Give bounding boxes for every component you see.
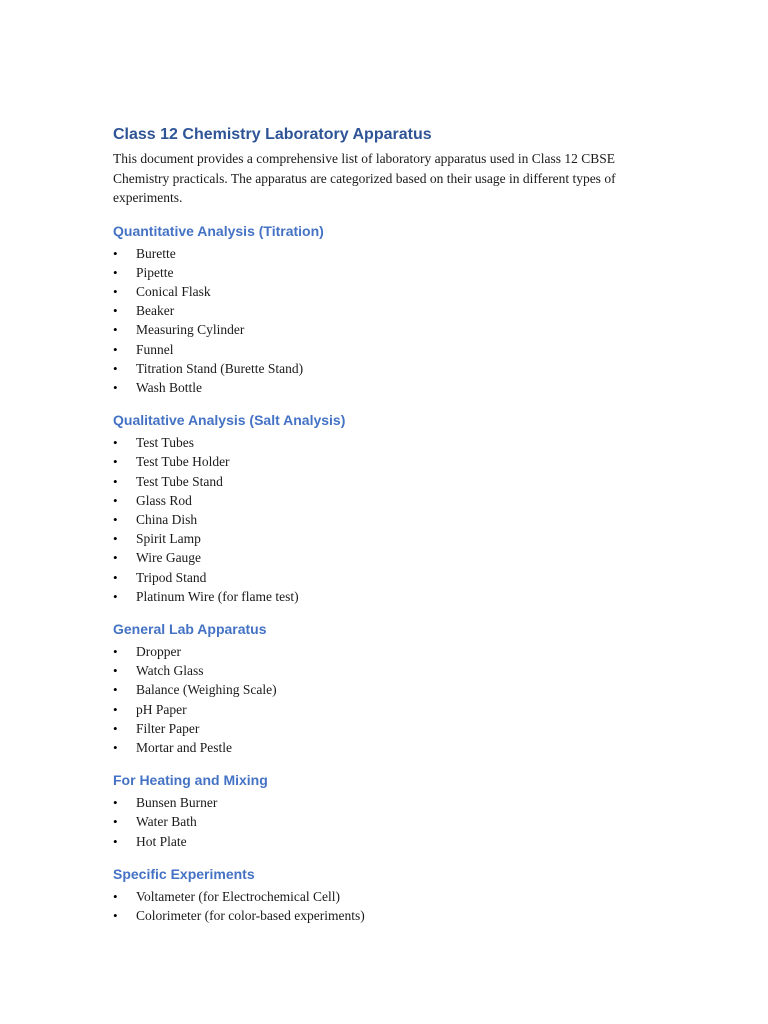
section-heading: For Heating and Mixing	[113, 772, 268, 789]
bullet-icon: •	[113, 435, 118, 451]
list-item-text: Burette	[136, 245, 176, 261]
bullet-list	[113, 244, 673, 398]
section	[113, 770, 673, 851]
list-item	[113, 812, 673, 831]
list-item	[113, 700, 673, 719]
bullet-icon: •	[113, 264, 118, 280]
list-item	[113, 491, 673, 510]
list-item	[113, 587, 673, 606]
bullet-icon: •	[113, 888, 118, 904]
bullet-icon: •	[113, 360, 118, 376]
list-item	[113, 510, 673, 529]
section-heading: Qualitative Analysis (Salt Analysis)	[113, 412, 346, 429]
list-item-text: Beaker	[136, 303, 175, 319]
document-page	[113, 124, 673, 925]
list-item-text: Wash Bottle	[136, 379, 203, 395]
list-item-text: Conical Flask	[136, 283, 211, 299]
bullet-icon: •	[113, 492, 118, 508]
list-item-text: Funnel	[136, 341, 174, 357]
section	[113, 619, 673, 757]
list-item	[113, 548, 673, 567]
list-item-text: China Dish	[136, 511, 198, 527]
list-item-text: Hot Plate	[136, 833, 187, 849]
bullet-icon: •	[113, 814, 118, 830]
list-item	[113, 887, 673, 906]
bullet-list	[113, 887, 673, 925]
bullet-icon: •	[113, 739, 118, 755]
list-item	[113, 320, 673, 339]
section-heading: Specific Experiments	[113, 865, 255, 882]
list-item-text: Bunsen Burner	[136, 795, 218, 811]
list-item	[113, 301, 673, 320]
bullet-icon: •	[113, 454, 118, 470]
document-intro: This document provides a comprehensive list of laboratory apparatus used in Class 12 CBSE Chemistry practicals. The apparatus are categorized based on their usage in different types of experiments.	[113, 151, 616, 205]
list-item	[113, 832, 673, 851]
bullet-icon: •	[113, 701, 118, 717]
section	[113, 864, 673, 925]
list-item-text: Voltameter (for Electrochemical Cell)	[136, 888, 341, 904]
bullet-icon: •	[113, 473, 118, 489]
list-item-text: Balance (Weighing Scale)	[136, 682, 277, 698]
list-item-text: Spirit Lamp	[136, 531, 201, 547]
list-item-text: Platinum Wire (for flame test)	[136, 588, 299, 604]
list-item-text: Colorimeter (for color-based experiments)	[136, 907, 365, 923]
list-item	[113, 282, 673, 301]
bullet-icon: •	[113, 588, 118, 604]
list-item-text: Pipette	[136, 264, 174, 280]
bullet-icon: •	[113, 720, 118, 736]
bullet-icon: •	[113, 663, 118, 679]
bullet-icon: •	[113, 283, 118, 299]
bullet-icon: •	[113, 511, 118, 527]
section-heading: Quantitative Analysis (Titration)	[113, 222, 324, 239]
list-item	[113, 793, 673, 812]
list-item-text: Measuring Cylinder	[136, 322, 245, 338]
list-item-text: Water Bath	[136, 814, 197, 830]
bullet-icon: •	[113, 303, 118, 319]
section	[113, 410, 673, 606]
list-item	[113, 680, 673, 699]
bullet-icon: •	[113, 322, 118, 338]
section	[113, 221, 673, 398]
bullet-icon: •	[113, 795, 118, 811]
list-item-text: pH Paper	[136, 701, 187, 717]
list-item	[113, 738, 673, 757]
list-item-text: Titration Stand (Burette Stand)	[136, 360, 304, 376]
list-item	[113, 642, 673, 661]
list-item	[113, 433, 673, 452]
bullet-icon: •	[113, 550, 118, 566]
bullet-list	[113, 793, 673, 851]
list-item	[113, 661, 673, 680]
sections-container	[113, 221, 673, 926]
bullet-icon: •	[113, 907, 118, 923]
list-item-text: Filter Paper	[136, 720, 200, 736]
list-item	[113, 244, 673, 263]
list-item-text: Wire Gauge	[136, 550, 202, 566]
list-item	[113, 529, 673, 548]
bullet-icon: •	[113, 569, 118, 585]
list-item-text: Test Tubes	[136, 435, 194, 451]
list-item	[113, 359, 673, 378]
list-item	[113, 340, 673, 359]
bullet-icon: •	[113, 245, 118, 261]
bullet-icon: •	[113, 833, 118, 849]
list-item-text: Dropper	[136, 643, 181, 659]
list-item	[113, 719, 673, 738]
list-item-text: Glass Rod	[136, 492, 192, 508]
list-item	[113, 452, 673, 471]
list-item-text: Test Tube Holder	[136, 454, 230, 470]
list-item	[113, 906, 673, 925]
document-title: Class 12 Chemistry Laboratory Apparatus	[113, 126, 432, 143]
list-item-text: Watch Glass	[136, 663, 204, 679]
list-item-text: Tripod Stand	[136, 569, 207, 585]
bullet-list	[113, 642, 673, 757]
list-item	[113, 378, 673, 397]
list-item-text: Test Tube Stand	[136, 473, 223, 489]
bullet-icon: •	[113, 379, 118, 395]
bullet-icon: •	[113, 682, 118, 698]
bullet-icon: •	[113, 341, 118, 357]
bullet-icon: •	[113, 643, 118, 659]
bullet-list	[113, 433, 673, 606]
list-item	[113, 568, 673, 587]
list-item-text: Mortar and Pestle	[136, 739, 232, 755]
list-item	[113, 472, 673, 491]
list-item	[113, 263, 673, 282]
section-heading: General Lab Apparatus	[113, 620, 267, 637]
bullet-icon: •	[113, 531, 118, 547]
